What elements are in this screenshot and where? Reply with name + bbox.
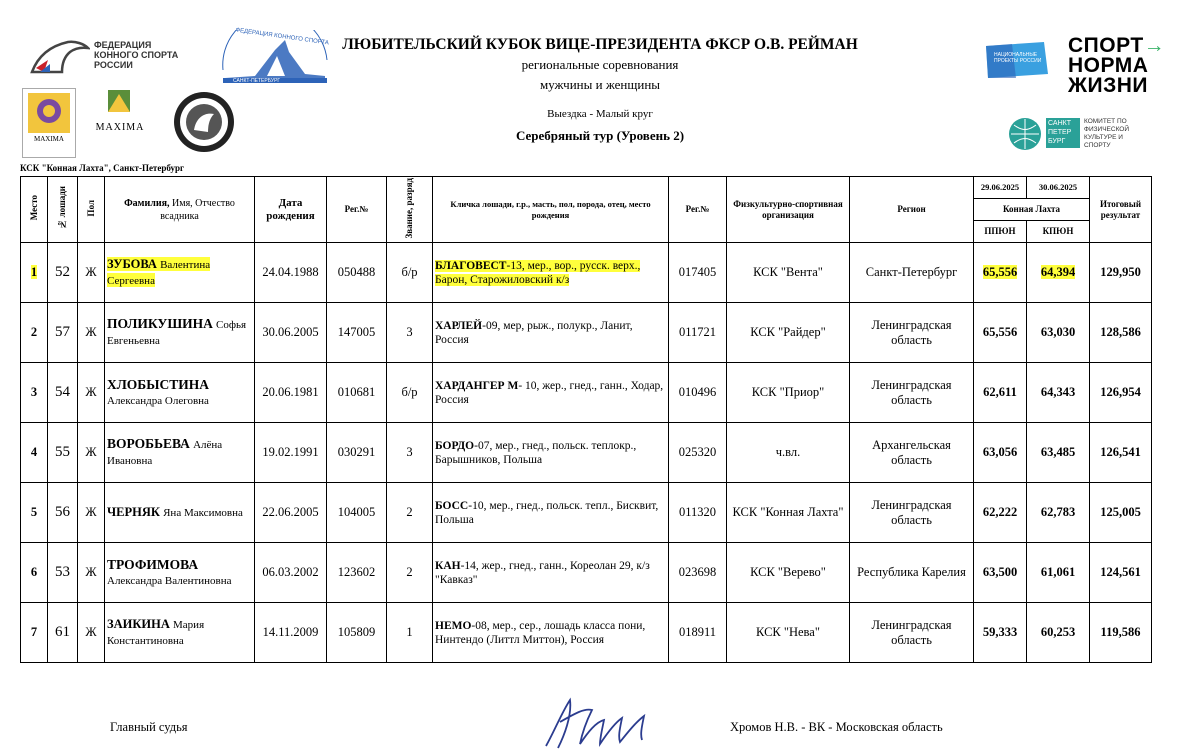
score2-value: 61,061 bbox=[1040, 565, 1076, 579]
org-cell: КСК "Вента" bbox=[727, 243, 850, 303]
rank-cell: 1 bbox=[387, 603, 433, 663]
col-region: Регион bbox=[850, 177, 974, 243]
score2-value: 62,783 bbox=[1040, 505, 1076, 519]
rider-surname: ЗАИКИНА bbox=[107, 616, 170, 631]
horse-cell bbox=[433, 483, 669, 543]
rider-cell bbox=[105, 303, 255, 363]
rider-given: Софья Евгеньевна bbox=[107, 319, 247, 347]
horse-desc: - 10, жер., гнед., ганн., Ходар, Россия bbox=[435, 379, 664, 406]
birth-cell: 14.11.2009 bbox=[255, 603, 327, 663]
score2-value: 64,394 bbox=[1040, 265, 1076, 279]
table-row bbox=[21, 423, 1152, 483]
subtitle-category: мужчины и женщины bbox=[539, 77, 661, 92]
sex-cell: Ж bbox=[78, 423, 105, 483]
maxima-emblem-icon bbox=[24, 91, 74, 135]
rank-cell: 2 bbox=[387, 543, 433, 603]
sport-line3: ЖИЗНИ bbox=[1068, 74, 1148, 97]
horse-reg-cell: 018911 bbox=[669, 603, 727, 663]
spb-globe-icon bbox=[1006, 117, 1044, 151]
fksr-line2: КОННОГО СПОРТА bbox=[94, 50, 179, 60]
score2-value: 63,485 bbox=[1040, 445, 1076, 459]
rider-surname: ЧЕРНЯК bbox=[107, 504, 160, 519]
place-cell bbox=[21, 423, 48, 483]
table-row bbox=[21, 543, 1152, 603]
score1-value: 59,333 bbox=[982, 625, 1018, 639]
horse-info bbox=[435, 620, 645, 646]
score1-value: 62,611 bbox=[983, 385, 1017, 399]
region-cell: Архангельская область bbox=[850, 423, 974, 483]
horse-reg-cell: 023698 bbox=[669, 543, 727, 603]
total-cell: 126,954 bbox=[1090, 363, 1152, 423]
birth-cell: 22.06.2005 bbox=[255, 483, 327, 543]
region-cell: Ленинградская область bbox=[850, 303, 974, 363]
reg-cell: 105809 bbox=[327, 603, 387, 663]
score1-value: 65,556 bbox=[982, 265, 1018, 279]
tour-label: Серебряный тур (Уровень 2) bbox=[515, 128, 685, 143]
signature-icon bbox=[540, 692, 660, 754]
arrow-right-icon: → bbox=[1143, 34, 1166, 57]
sex-cell: Ж bbox=[78, 363, 105, 423]
horse-reg-cell: 025320 bbox=[669, 423, 727, 483]
col-sex: Пол bbox=[78, 177, 105, 243]
score2-cell bbox=[1027, 543, 1090, 603]
reg-cell: 104005 bbox=[327, 483, 387, 543]
rider-surname: ЗУБОВА bbox=[107, 256, 157, 271]
sex-cell: Ж bbox=[78, 543, 105, 603]
score2-cell bbox=[1027, 423, 1090, 483]
birth-cell: 06.03.2002 bbox=[255, 543, 327, 603]
col-test2: КПЮН bbox=[1027, 221, 1090, 243]
horse-name: НЕМО bbox=[435, 619, 472, 632]
total-cell: 125,005 bbox=[1090, 483, 1152, 543]
results-body bbox=[21, 243, 1152, 663]
spb-block bbox=[1046, 118, 1080, 148]
rider-name bbox=[107, 317, 246, 347]
horse-name: КАН bbox=[435, 559, 461, 572]
fksr-logo bbox=[28, 38, 208, 78]
rank-cell: б/р bbox=[387, 363, 433, 423]
chief-judge-label: Главный судья bbox=[110, 720, 188, 734]
col-horse-no: № лошади bbox=[48, 177, 78, 243]
sport-line2: НОРМА bbox=[1068, 54, 1149, 77]
col-birth: Дата рождения bbox=[255, 177, 327, 243]
page-title: ЛЮБИТЕЛЬСКИЙ КУБОК ВИЦЕ-ПРЕЗИДЕНТА ФКСР О.В. РЕЙМАН bbox=[342, 36, 858, 53]
horse-name: БОРДО bbox=[435, 439, 475, 452]
region-cell: Санкт-Петербург bbox=[850, 243, 974, 303]
score1-cell bbox=[974, 243, 1027, 303]
score2-cell bbox=[1027, 243, 1090, 303]
place-value: 5 bbox=[30, 505, 38, 519]
region-cell: Ленинградская область bbox=[850, 603, 974, 663]
table-row bbox=[21, 483, 1152, 543]
total-cell: 126,541 bbox=[1090, 423, 1152, 483]
sport-norma-logo bbox=[1068, 36, 1165, 96]
score2-value: 60,253 bbox=[1040, 625, 1076, 639]
subtitle-competition-level: региональные соревнования bbox=[521, 57, 679, 72]
total-cell: 124,561 bbox=[1090, 543, 1152, 603]
horse-cell bbox=[433, 543, 669, 603]
national-projects-logo bbox=[982, 40, 1052, 80]
col-location: Конная Лахта bbox=[974, 199, 1090, 221]
spb-fed-city: САНКТ-ПЕТЕРБУРГ bbox=[233, 78, 281, 84]
total-cell: 128,586 bbox=[1090, 303, 1152, 363]
place-cell bbox=[21, 243, 48, 303]
score1-value: 62,222 bbox=[982, 505, 1018, 519]
horse-name: ХАРДАНГЕР М bbox=[435, 379, 519, 392]
score2-cell bbox=[1027, 483, 1090, 543]
rider-surname: ХЛОБЫСТИНА bbox=[107, 376, 209, 392]
col-date2: 30.06.2025 bbox=[1027, 177, 1090, 199]
maxima-park-icon bbox=[92, 88, 148, 118]
total-cell: 119,586 bbox=[1090, 603, 1152, 663]
col-place: Место bbox=[21, 177, 48, 243]
horse-reg-cell: 011721 bbox=[669, 303, 727, 363]
col-rider-rest: Имя, Отчество всадника bbox=[160, 197, 235, 222]
horse-name: БЛАГОВЕСТ bbox=[435, 259, 507, 272]
horse-reg-cell: 017405 bbox=[669, 243, 727, 303]
discipline-label: Выездка - Малый круг bbox=[547, 108, 653, 120]
place-value: 4 bbox=[30, 445, 38, 459]
fksr-line1: ФЕДЕРАЦИЯ bbox=[94, 40, 152, 50]
org-cell: КСК "Верево" bbox=[727, 543, 850, 603]
region-cell: Ленинградская область bbox=[850, 363, 974, 423]
sex-cell: Ж bbox=[78, 303, 105, 363]
committee-text: КОМИТЕТ ПО ФИЗИЧЕСКОЙ КУЛЬТУРЕ И СПОРТУ bbox=[1084, 118, 1130, 149]
results-table bbox=[20, 176, 1152, 663]
rider-surname: ВОРОБЬЕВА bbox=[107, 436, 190, 451]
org-cell: КСК "Нева" bbox=[727, 603, 850, 663]
horse-no-cell: 56 bbox=[48, 483, 78, 543]
sex-cell: Ж bbox=[78, 483, 105, 543]
horse-name: БОСС bbox=[435, 499, 469, 512]
score1-value: 63,500 bbox=[982, 565, 1018, 579]
rider-cell bbox=[105, 483, 255, 543]
rider-given: Яна Максимовна bbox=[163, 506, 243, 519]
horse-cell bbox=[433, 243, 669, 303]
rider-given: Алёна Ивановна bbox=[107, 439, 223, 467]
score1-cell bbox=[974, 423, 1027, 483]
rider-cell bbox=[105, 543, 255, 603]
horse-head-icon bbox=[28, 38, 90, 76]
reg-cell: 123602 bbox=[327, 543, 387, 603]
rank-cell: 2 bbox=[387, 483, 433, 543]
reg-cell: 010681 bbox=[327, 363, 387, 423]
horse-cell bbox=[433, 303, 669, 363]
horse-no-cell: 55 bbox=[48, 423, 78, 483]
region-cell: Республика Карелия bbox=[850, 543, 974, 603]
table-row bbox=[21, 303, 1152, 363]
col-horse-reg: Рег.№ bbox=[669, 177, 727, 243]
place-cell bbox=[21, 603, 48, 663]
rank-cell: б/р bbox=[387, 243, 433, 303]
score1-value: 65,556 bbox=[982, 325, 1018, 339]
org-cell: ч.вл. bbox=[727, 423, 850, 483]
place-value: 7 bbox=[30, 625, 38, 639]
table-row bbox=[21, 363, 1152, 423]
horse-name: ХАРЛЕЙ bbox=[435, 319, 483, 332]
birth-cell: 24.04.1988 bbox=[255, 243, 327, 303]
org-cell: КСК "Конная Лахта" bbox=[727, 483, 850, 543]
horse-info bbox=[435, 320, 633, 346]
rider-name bbox=[107, 437, 222, 467]
horse-no-cell: 54 bbox=[48, 363, 78, 423]
rider-cell bbox=[105, 603, 255, 663]
header-row-1 bbox=[21, 177, 1152, 199]
club-seal-logo bbox=[172, 90, 236, 154]
rider-name bbox=[107, 505, 243, 519]
horse-info bbox=[435, 260, 640, 286]
col-total: Итоговый результат bbox=[1090, 177, 1152, 243]
score1-value: 63,056 bbox=[982, 445, 1018, 459]
col-org: Физкультурно-спортивная организация bbox=[727, 177, 850, 243]
horse-no-cell: 57 bbox=[48, 303, 78, 363]
birth-cell: 20.06.1981 bbox=[255, 363, 327, 423]
score1-cell bbox=[974, 483, 1027, 543]
horse-cell bbox=[433, 363, 669, 423]
place-cell bbox=[21, 483, 48, 543]
maxima-label-2: MAXIMA bbox=[95, 122, 145, 133]
place-cell bbox=[21, 543, 48, 603]
sport-line1: СПОРТ bbox=[1068, 34, 1144, 57]
score2-cell bbox=[1027, 603, 1090, 663]
horse-info bbox=[435, 560, 650, 586]
rider-given: Александра Олеговна bbox=[107, 394, 209, 407]
score2-cell bbox=[1027, 363, 1090, 423]
rider-surname: ПОЛИКУШИНА bbox=[107, 316, 213, 331]
horse-desc: -07, мер., гнед., польск. теплокр., Барышников, Польша bbox=[435, 439, 637, 466]
horse-no-cell: 52 bbox=[48, 243, 78, 303]
place-cell bbox=[21, 303, 48, 363]
maxima-label-1: MAXIMA bbox=[34, 135, 64, 143]
score1-cell bbox=[974, 303, 1027, 363]
horse-desc: -09, мер, рыж., полукр., Ланит, Россия bbox=[435, 319, 633, 346]
total-cell: 129,950 bbox=[1090, 243, 1152, 303]
rider-given: Александра Валентиновна bbox=[107, 574, 232, 587]
maxima-logo-1 bbox=[22, 88, 76, 158]
table-row bbox=[21, 603, 1152, 663]
col-rider bbox=[105, 177, 255, 243]
sex-cell: Ж bbox=[78, 603, 105, 663]
place-value: 3 bbox=[30, 385, 38, 399]
col-reg: Рег.№ bbox=[327, 177, 387, 243]
horse-info bbox=[435, 380, 663, 406]
score2-value: 64,343 bbox=[1040, 385, 1076, 399]
table-row bbox=[21, 243, 1152, 303]
rider-cell bbox=[105, 423, 255, 483]
place-value: 1 bbox=[30, 265, 38, 279]
chief-judge-name: Хромов Н.В. - ВК - Московская область bbox=[730, 720, 943, 734]
org-cell: КСК "Приор" bbox=[727, 363, 850, 423]
rider-name bbox=[107, 378, 209, 407]
score1-cell bbox=[974, 543, 1027, 603]
spb-block-text: САНКТ ПЕТЕР БУРГ bbox=[1048, 120, 1072, 145]
rider-cell bbox=[105, 243, 255, 303]
place-cell bbox=[21, 363, 48, 423]
spb-committee-logo bbox=[1006, 116, 1146, 152]
horse-info bbox=[435, 440, 636, 466]
spb-fed-arc-text: ФЕДЕРАЦИЯ КОННОГО СПОРТА bbox=[235, 27, 330, 47]
rider-name bbox=[107, 257, 210, 287]
national-projects-text: НАЦИОНАЛЬНЫЕ ПРОЕКТЫ РОССИИ bbox=[994, 52, 1042, 64]
reg-cell: 147005 bbox=[327, 303, 387, 363]
col-horse: Кличка лошади, г.р., масть, пол, порода, отец, место рождения bbox=[433, 177, 669, 243]
horse-cell bbox=[433, 423, 669, 483]
horse-desc: -13, мер., вор., русск. верх., Барон, Старожиловский к/з bbox=[435, 259, 641, 286]
rider-given: Валентина Сергеевна bbox=[107, 258, 211, 287]
fksr-line3: РОССИИ bbox=[94, 60, 133, 70]
horse-no-cell: 53 bbox=[48, 543, 78, 603]
score1-cell bbox=[974, 603, 1027, 663]
maxima-logo-2 bbox=[92, 88, 148, 148]
birth-cell: 19.02.1991 bbox=[255, 423, 327, 483]
rank-cell: 3 bbox=[387, 303, 433, 363]
horse-reg-cell: 011320 bbox=[669, 483, 727, 543]
rider-surname: ТРОФИМОВА bbox=[107, 556, 199, 572]
col-test1: ППЮН bbox=[974, 221, 1027, 243]
horse-cell bbox=[433, 603, 669, 663]
rider-name bbox=[107, 558, 232, 587]
horse-desc: -08, мер., сер., лошадь класса пони, Нинтендо (Литтл Миттон), Россия bbox=[435, 619, 646, 646]
reg-cell: 030291 bbox=[327, 423, 387, 483]
rider-cell bbox=[105, 363, 255, 423]
horse-desc: -10, мер., гнед., польск. тепл., Бисквит, Польша bbox=[435, 499, 659, 526]
horse-info bbox=[435, 500, 658, 526]
org-cell: КСК "Райдер" bbox=[727, 303, 850, 363]
horse-reg-cell: 010496 bbox=[669, 363, 727, 423]
score2-value: 63,030 bbox=[1040, 325, 1076, 339]
sex-cell: Ж bbox=[78, 243, 105, 303]
region-cell: Ленинградская область bbox=[850, 483, 974, 543]
col-rider-bold: Фамилия, bbox=[124, 197, 170, 209]
score2-cell bbox=[1027, 303, 1090, 363]
score1-cell bbox=[974, 363, 1027, 423]
rank-cell: 3 bbox=[387, 423, 433, 483]
col-date1: 29.06.2025 bbox=[974, 177, 1027, 199]
rider-name bbox=[107, 617, 204, 647]
horse-no-cell: 61 bbox=[48, 603, 78, 663]
col-rank: Звание, разряд bbox=[387, 177, 433, 243]
place-value: 6 bbox=[30, 565, 38, 579]
round-seal-icon bbox=[172, 90, 236, 154]
reg-cell: 050488 bbox=[327, 243, 387, 303]
rider-given: Мария Константиновна bbox=[107, 618, 205, 647]
birth-cell: 30.06.2005 bbox=[255, 303, 327, 363]
place-value: 2 bbox=[30, 325, 38, 339]
venue-label: КСК "Конная Лахта", Санкт-Петербург bbox=[20, 163, 185, 173]
horse-desc: -14, жер., гнед., ганн., Кореолан 29, к/з "Кавказ" bbox=[435, 559, 650, 586]
